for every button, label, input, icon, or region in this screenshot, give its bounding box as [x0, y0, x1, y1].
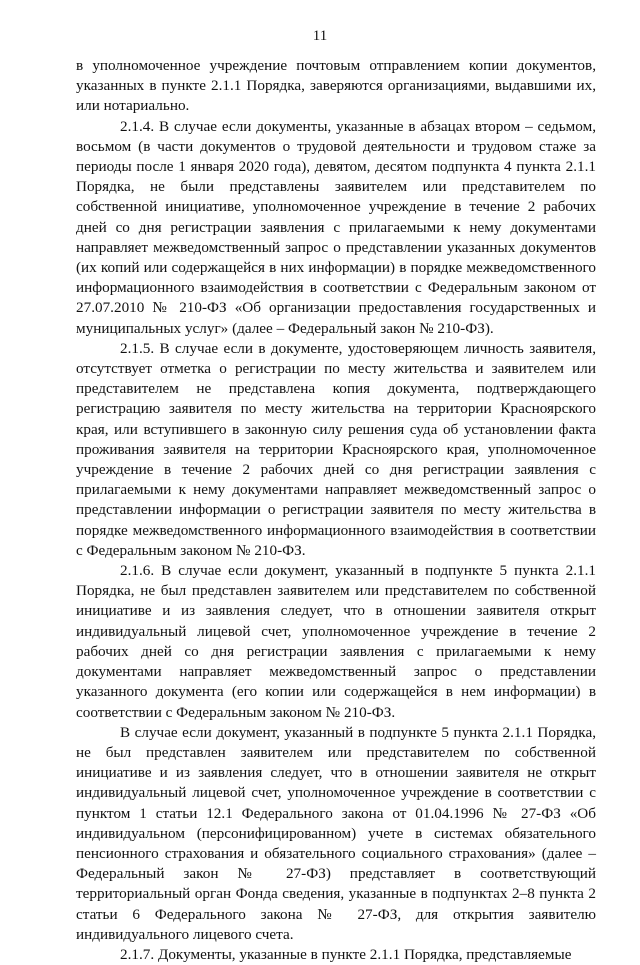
page-number: 11	[312, 28, 328, 44]
paragraph-2-1-4: 2.1.4. В случае если документы, указанные в абзацах втором – седьмом, восьмом (в части документов о трудовой деятельности и трудовом стаже за периоды после 1 января 2020 года), девятом, десятом подпункта 4 пункта 2.1.1 Порядка, не были представлены заявителем или представителем по собственной инициативе, уполномоченное учреждение в течение 2 рабочих дней со дня регистрации заявления с прилагаемыми к нему документами направляет межведомственный запрос о представлении указанных документов (их копий или содержащейся в них информации) в порядке межведомственного информационного взаимодействия в соответствии с Федеральным законом от 27.07.2010 № 210-ФЗ «Об организации предоставления государственных и муниципальных услуг» (далее – Федеральный закон № 210-ФЗ).	[76, 117, 596, 337]
document-body	[76, 56, 596, 965]
paragraph-2-1-7: 2.1.7. Документы, указанные в пункте 2.1.1 Порядка, представляемые	[120, 945, 572, 963]
paragraph-2-1-6: 2.1.6. В случае если документ, указанный в подпункте 5 пункта 2.1.1 Порядка, не был представлен заявителем или представителем по собственной инициативе и из заявления следует, что в отношении заявителя открыт индивидуальный лицевой счет, уполномоченное учреждение в течение 2 рабочих дней со дня регистрации заявления с прилагаемыми к нему документами направляет межведомственный запрос о представлении указанного документа (его копии или содержащейся в нем информации) в соответствии с Федеральным законом № 210-ФЗ.	[76, 562, 596, 721]
paragraph-2-1-6-second: В случае если документ, указанный в подпункте 5 пункта 2.1.1 Порядка, не был представлен заявителем или представителем по собственной инициативе и из заявления следует, что в отношении заявителя не открыт индивидуальный лицевой счет, уполномоченное учреждение в соответствии с пунктом 1 статьи 12.1 Федерального закона от 01.04.1996 № 27-ФЗ «Об индивидуальном (персонифицированном) учете в системах обязательного пенсионного страхования и обязательного социального страхования» (далее – Федеральный закон № 27-ФЗ) представляет в соответствующий территориальный орган Фонда сведения, указанные в подпунктах 2–8 пункта 2 статьи 6 Федерального закона № 27-ФЗ, для открытия заявителю индивидуального лицевого счета.	[76, 723, 596, 943]
paragraph-2-1-5: 2.1.5. В случае если в документе, удостоверяющем личность заявителя, отсутствует отметка о регистрации по месту жительства и заявителем или представителем не представлена копия документа, подтверждающего регистрацию заявителя по месту жительства на территории Красноярского края, или вступившего в законную силу решения суда об установлении факта проживания заявителя на территории Красноярского края, уполномоченное учреждение в течение 2 рабочих дней со дня регистрации заявления с прилагаемыми к нему документами направляет межведомственный запрос о представлении информации о регистрации заявителя по месту жительства в порядке межведомственного информационного взаимодействия в соответствии с Федеральным законом № 210-ФЗ.	[76, 339, 596, 559]
paragraph-continuation: в уполномоченное учреждение почтовым отправлением копии документов, указанных в пункте 2.1.1 Порядка, заверяются организациями, выдавшими их, или нотариально.	[76, 57, 596, 115]
